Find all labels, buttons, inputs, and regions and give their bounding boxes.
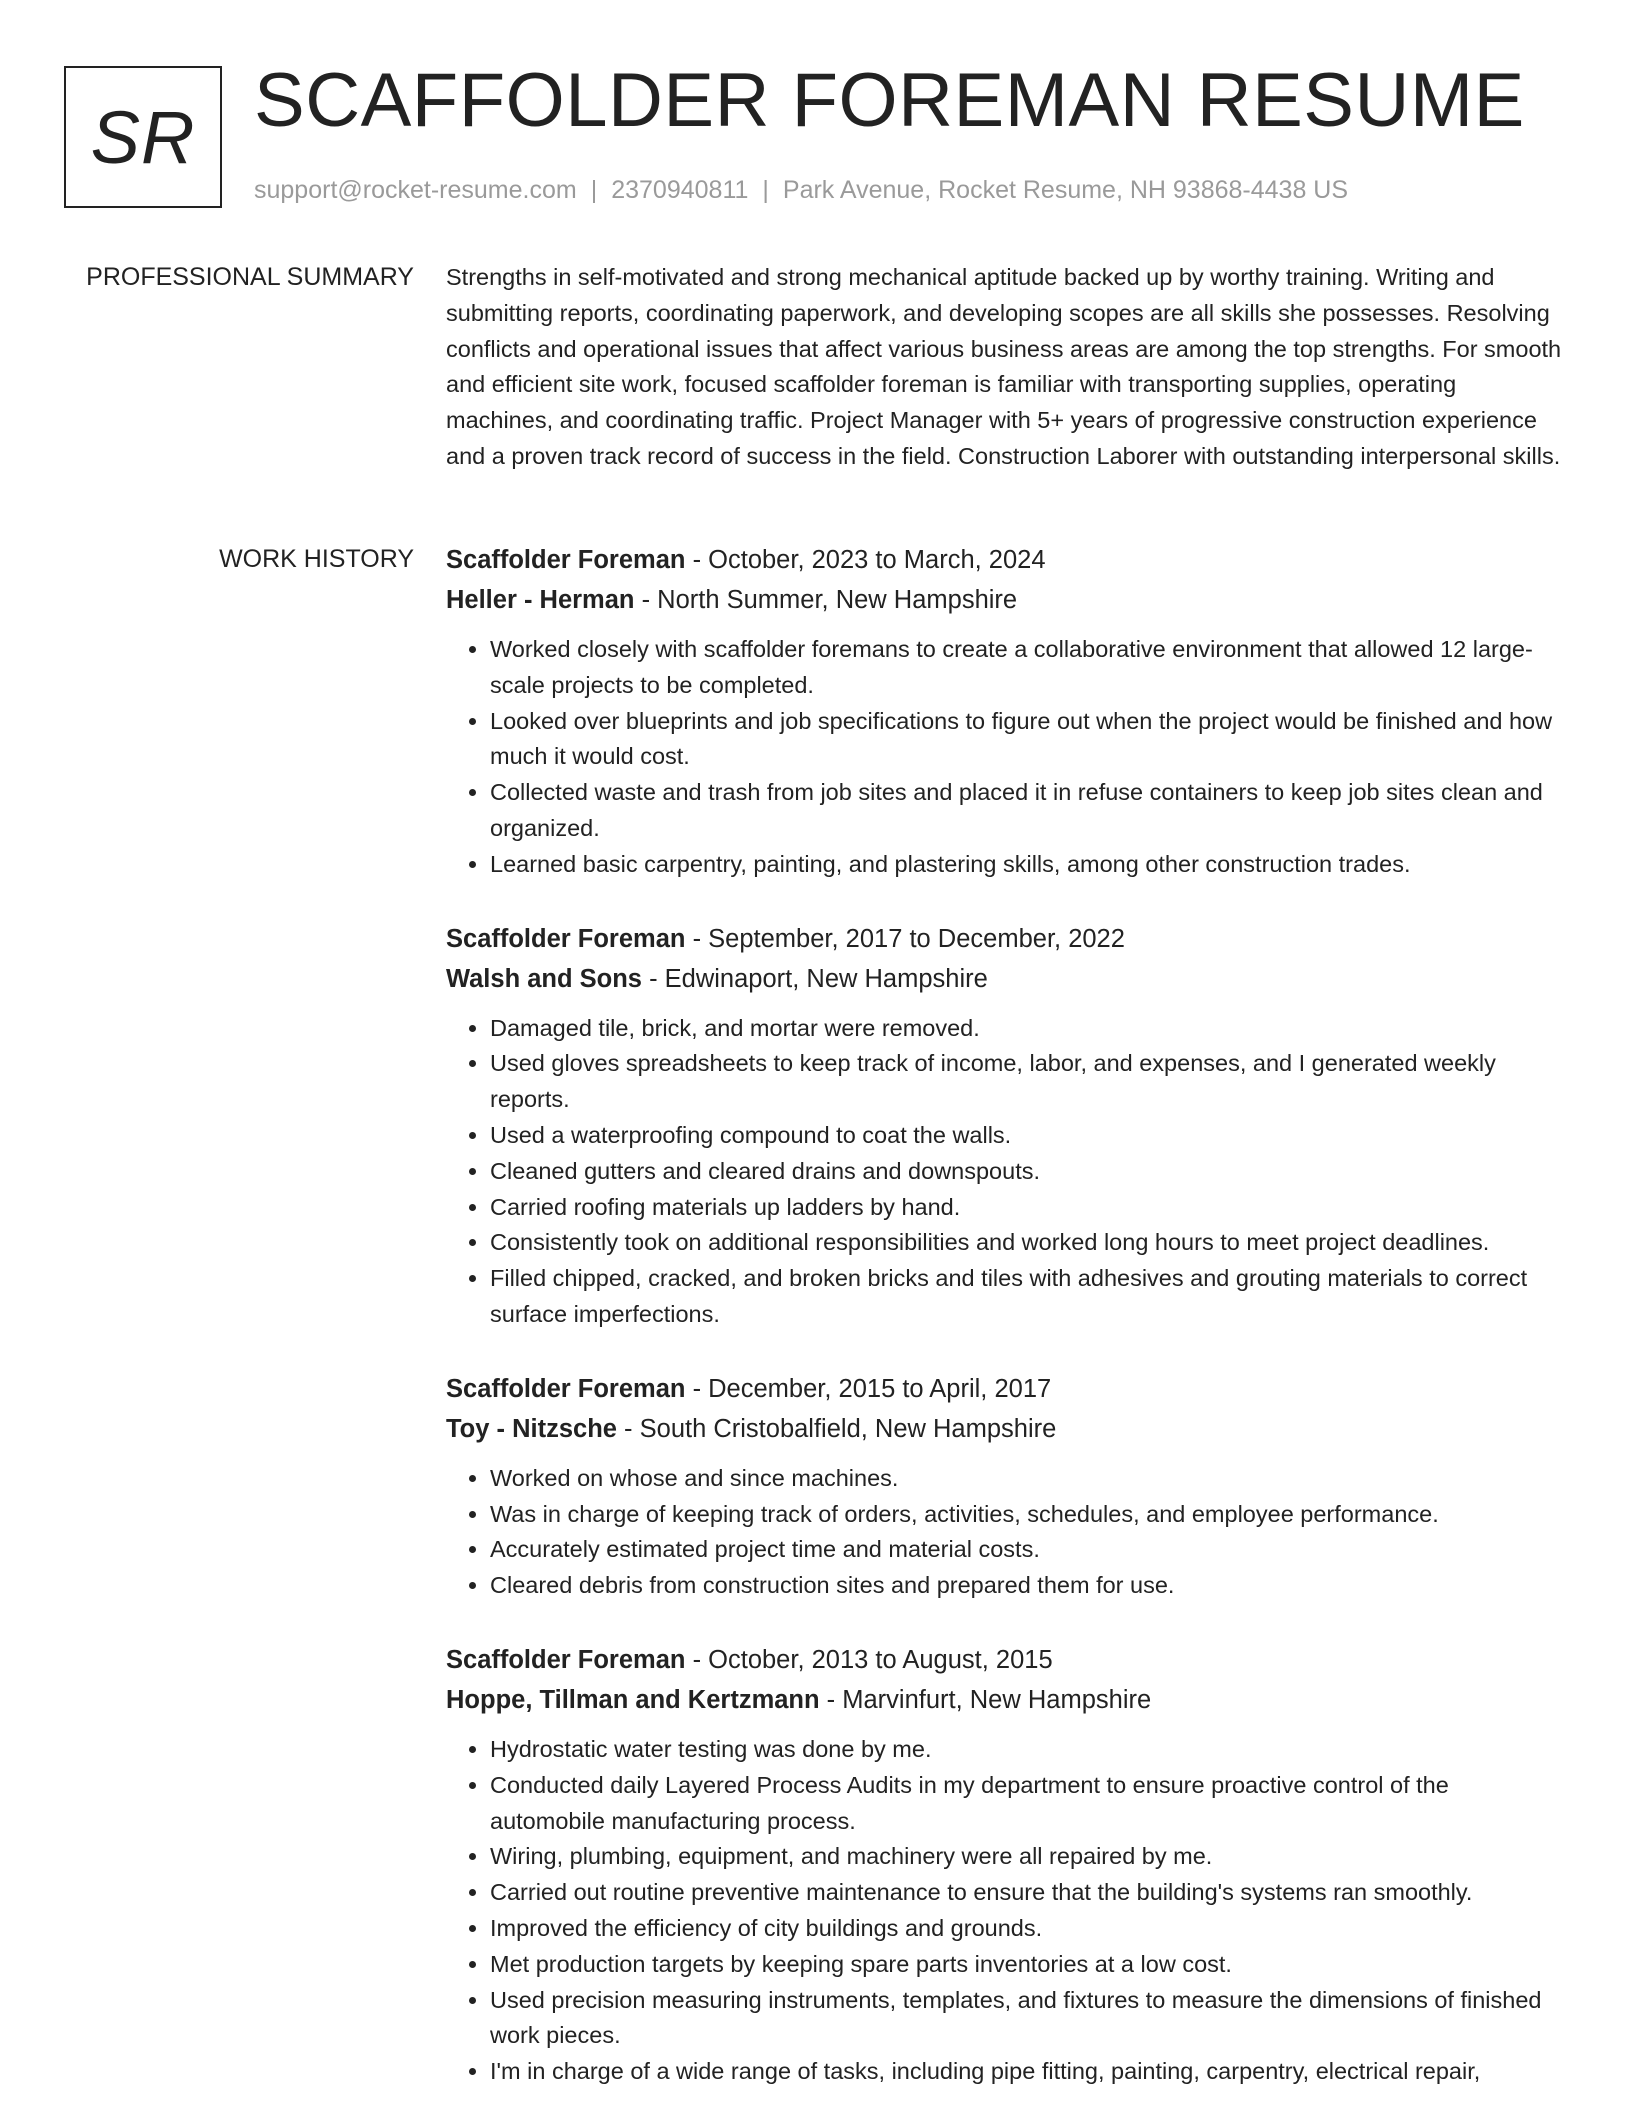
job-bullet: • Carried roofing materials up ladders by hand. <box>490 1190 1562 1226</box>
job-bullet: • Worked on whose and since machines. <box>490 1461 1562 1497</box>
job-bullet: • Looked over blueprints and job specifications to figure out when the project would be finished and how much it would cost. <box>490 704 1562 776</box>
job-location: - Marvinfurt, New Hampshire <box>819 1685 1152 1714</box>
section-heading-summary: PROFESSIONAL SUMMARY <box>86 263 414 291</box>
job-bullet: • Collected waste and trash from job sites and placed it in refuse containers to keep job sites clean and organized. <box>490 775 1562 847</box>
job-entry <box>446 1369 1562 1604</box>
job-bullet-list <box>446 632 1562 883</box>
job-title: Scaffolder Foreman <box>446 546 686 574</box>
contact-phone: 2370940811 <box>611 176 749 204</box>
section-heading-work-history: WORK HISTORY <box>219 545 414 573</box>
job-entry <box>446 540 1562 883</box>
contact-separator: | <box>762 176 769 204</box>
job-entry <box>446 1640 1562 2090</box>
job-title: Scaffolder Foreman <box>446 924 686 953</box>
job-location: - South Cristobalfield, New Hampshire <box>616 1414 1057 1443</box>
job-bullet-list <box>446 1732 1562 2090</box>
job-title-line <box>446 919 1562 959</box>
job-bullet: • Accurately estimated project time and material costs. <box>490 1532 1562 1568</box>
job-entry <box>446 919 1562 1333</box>
job-bullet: • Conducted daily Layered Process Audits in my department to ensure proactive control of the automobile manufacturing process. <box>490 1768 1562 1840</box>
job-company-line <box>446 959 1562 999</box>
job-dates: - December, 2015 to April, 2017 <box>685 1374 1052 1403</box>
job-bullet: • Consistently took on additional responsibilities and worked long hours to meet project deadlines. <box>490 1225 1562 1261</box>
job-bullet: • Improved the efficiency of city buildings and grounds. <box>490 1911 1562 1947</box>
job-company-line <box>446 580 1562 620</box>
summary-text: Strengths in self-motivated and strong mechanical aptitude backed up by worthy training. Writing and submitting reports, coordinating paperwork, and developing scopes are all skills she possesses. Resolving conflicts and operational issues that affect various business areas are among the top strengths. For smooth and efficient site work, focused scaffolder foreman is familiar with transporting supplies, operating machines, and coordinating traffic. Project Manager with 5+ years of progressive construction experience and a proven track record of success in the field. Construction Laborer with outstanding interpersonal skills. <box>446 264 1562 469</box>
job-company-line <box>446 1680 1562 1720</box>
job-bullet: • Learned basic carpentry, painting, and plastering skills, among other construction trades. <box>490 847 1562 883</box>
job-company: Hoppe, Tillman and Kertzmann <box>446 1685 820 1714</box>
job-dates: - October, 2023 to March, 2024 <box>685 546 1046 574</box>
job-dates: - September, 2017 to December, 2022 <box>685 924 1125 953</box>
job-dates: - October, 2013 to August, 2015 <box>685 1645 1053 1674</box>
job-title: Scaffolder Foreman <box>446 1374 686 1403</box>
job-location: - North Summer, New Hampshire <box>634 586 1018 614</box>
job-bullet-list <box>446 1461 1562 1604</box>
contact-address: Park Avenue, Rocket Resume, NH 93868-4438 US <box>782 176 1349 204</box>
job-title-line <box>446 1640 1562 1680</box>
work-history-body <box>446 540 1562 2090</box>
job-bullet: • Used gloves spreadsheets to keep track of income, labor, and expenses, and I generated weekly reports. <box>490 1046 1562 1118</box>
job-location: - Edwinaport, New Hampshire <box>642 964 988 993</box>
job-company: Heller - Herman <box>446 586 635 614</box>
job-bullet: • Cleaned gutters and cleared drains and downspouts. <box>490 1154 1562 1190</box>
job-bullet: • Hydrostatic water testing was done by me. <box>490 1732 1562 1768</box>
job-bullet: • Wiring, plumbing, equipment, and machinery were all repaired by me. <box>490 1839 1562 1875</box>
job-bullet: • Was in charge of keeping track of orders, activities, schedules, and employee performance. <box>490 1497 1562 1533</box>
job-bullet: • Worked closely with scaffolder foremans to create a collaborative environment that allowed 12 large-scale projects to be completed. <box>490 632 1562 704</box>
job-bullet: • I'm in charge of a wide range of tasks, including pipe fitting, painting, carpentry, electrical repair, <box>490 2054 1562 2090</box>
job-bullet: • Used a waterproofing compound to coat the walls. <box>490 1118 1562 1154</box>
contact-separator: | <box>590 176 598 204</box>
contact-line <box>254 174 1348 206</box>
job-title-line <box>446 1369 1562 1409</box>
job-company-line <box>446 1409 1562 1449</box>
job-company: Toy - Nitzsche <box>446 1414 617 1443</box>
summary-body <box>446 260 1562 475</box>
job-bullet: • Cleared debris from construction sites and prepared them for use. <box>490 1568 1562 1604</box>
job-bullet: • Filled chipped, cracked, and broken bricks and tiles with adhesives and grouting materials to correct surface imperfections. <box>490 1261 1562 1333</box>
job-bullet: • Damaged tile, brick, and mortar were removed. <box>490 1011 1562 1047</box>
job-bullet: • Used precision measuring instruments, templates, and fixtures to measure the dimensions of finished work pieces. <box>490 1983 1562 2055</box>
job-title-line <box>446 540 1562 580</box>
job-bullet: • Met production targets by keeping spare parts inventories at a low cost. <box>490 1947 1562 1983</box>
job-bullet: • Carried out routine preventive maintenance to ensure that the building's systems ran smoothly. <box>490 1875 1562 1911</box>
job-title: Scaffolder Foreman <box>446 1645 686 1674</box>
job-bullet-list <box>446 1011 1562 1333</box>
job-company: Walsh and Sons <box>446 964 642 993</box>
resume-title: SCAFFOLDER FOREMAN RESUME <box>254 58 1525 143</box>
monogram-logo: SR <box>64 66 222 208</box>
contact-email: support@rocket-resume.com <box>254 176 577 204</box>
